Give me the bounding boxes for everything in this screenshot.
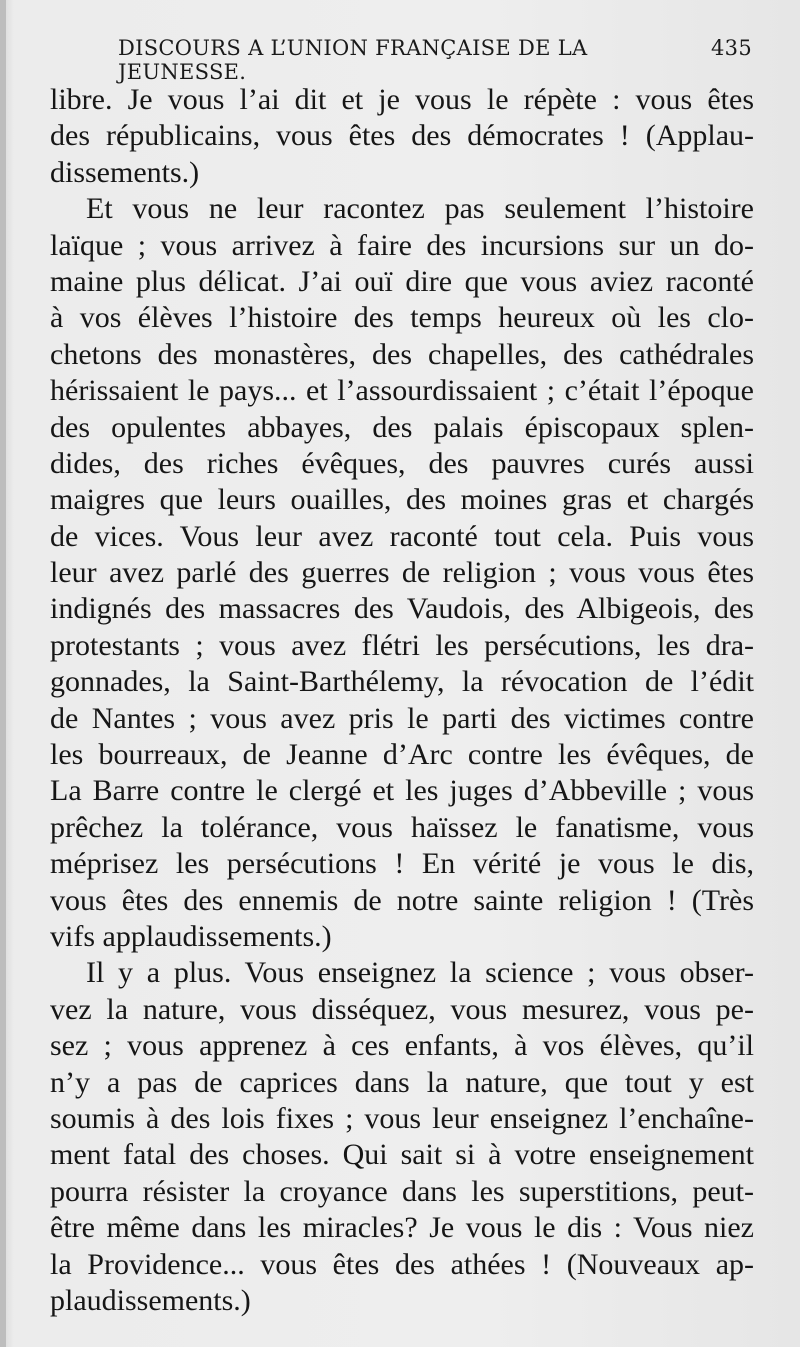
text-line: maigres que leurs ouailles, des moines gras et chargés [50, 483, 754, 517]
text-line: dides, des riches évêques, des pauvres curés aussi [50, 446, 754, 480]
text-line: des opulentes abbayes, des palais épiscopaux splen- [50, 410, 754, 444]
text-line: à vos élèves l’histoire des temps heureux où les clo- [50, 301, 754, 335]
text-line: de vices. Vous leur avez raconté tout cela. Puis vous [50, 519, 754, 553]
text-line: maine plus délicat. J’ai ouï dire que vous aviez raconté [50, 264, 754, 298]
text-line: sez ; vous apprenez à ces enfants, à vos élèves, qu’il [50, 1029, 754, 1063]
text-line: ment fatal des choses. Qui sait si à votre enseignement [50, 1138, 754, 1172]
text-line: Il y a plus. Vous enseignez la science ; vous obser- [86, 956, 754, 990]
text-line: prêchez la tolérance, vous haïssez le fanatisme, vous [50, 810, 754, 844]
text-line: chetons des monastères, des chapelles, des cathédrales [50, 337, 754, 371]
body-text [50, 82, 754, 1319]
text-line: leur avez parlé des guerres de religion ; vous vous êtes [50, 556, 754, 590]
text-line: gonnades, la Saint-Barthélemy, la révocation de l’édit [50, 665, 754, 699]
text-line: laïque ; vous arrivez à faire des incursions sur un do- [50, 228, 754, 262]
text-line: hérissaient le pays... et l’assourdissaient ; c’était l’époque [50, 374, 754, 408]
text-line: vez la nature, vous disséquez, vous mesurez, vous pe- [50, 992, 754, 1026]
text-line: Et vous ne leur racontez pas seulement l’histoire [86, 192, 754, 226]
text-line: dissements.) [50, 155, 200, 189]
running-head [118, 36, 752, 84]
text-line: vifs applaudissements.) [50, 919, 332, 953]
text-line: des républicains, vous êtes des démocrates ! (Applau- [50, 119, 754, 153]
text-line: soumis à des lois fixes ; vous leur enseignez l’enchaîne- [50, 1101, 754, 1135]
text-line: les bourreaux, de Jeanne d’Arc contre les évêques, de [50, 738, 754, 772]
text-line: pourra résister la croyance dans les superstitions, peut- [50, 1174, 754, 1208]
text-line: méprisez les persécutions ! En vérité je vous le dis, [50, 847, 754, 881]
running-title: DISCOURS A L’UNION FRANÇAISE DE LA JEUNESSE. [118, 36, 588, 84]
text-line: libre. Je vous l’ai dit et je vous le répète : vous êtes [50, 83, 754, 116]
text-line: la Providence... vous êtes des athées ! (Nouveaux ap- [50, 1247, 754, 1281]
text-line: être même dans les miracles? Je vous le dis : Vous niez [50, 1211, 754, 1245]
page-number: 435 [711, 36, 752, 60]
text-line: n’y a pas de caprices dans la nature, que tout y est [50, 1065, 754, 1099]
text-line: plaudissements.) [50, 1283, 251, 1317]
text-line: La Barre contre le clergé et les juges d’Abbeville ; vous [50, 774, 754, 808]
text-line: vous êtes des ennemis de notre sainte religion ! (Très [50, 883, 754, 917]
text-line: de Nantes ; vous avez pris le parti des victimes contre [50, 701, 754, 735]
text-line: indignés des massacres des Vaudois, des Albigeois, des [50, 592, 754, 626]
text-line: protestants ; vous avez flétri les persécutions, les dra- [50, 628, 754, 662]
